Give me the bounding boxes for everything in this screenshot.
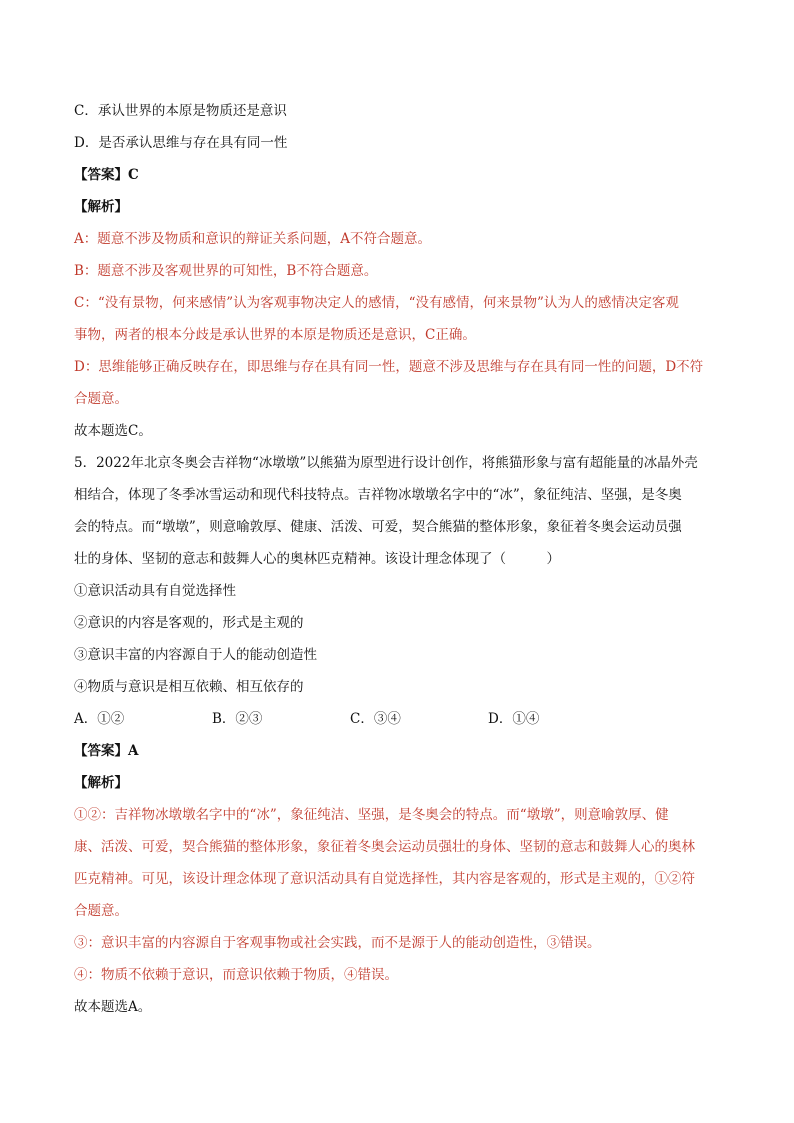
- question-5-stem-line2: 相结合，体现了冬季冰雪运动和现代科技特点。吉祥物冰墩墩名字中的“冰”，象征纯洁、坚强，是冬奥: [74, 487, 682, 503]
- analysis-c-line1: C：“没有景物，何来感情”认为客观事物决定人的感情，“没有感情，何来景物”认为人的感情决定客观: [74, 295, 679, 311]
- analysis-12-line1: ①②：吉祥物冰墩墩名字中的“冰”，象征纯洁、坚强，是冬奥会的特点。而“墩墩”，则意喻敦厚、健: [74, 807, 669, 823]
- option-c: C．③④: [350, 711, 401, 727]
- option-a: A．①②: [74, 711, 125, 727]
- analysis-title: 【解析】: [74, 199, 128, 215]
- analysis-12-line4: 合题意。: [74, 903, 128, 919]
- statement-4: ④物质与意识是相互依赖、相互依存的: [74, 679, 304, 695]
- question-5-stem-line1: 5．2022年北京冬奥会吉祥物“冰墩墩”以熊猫为原型进行设计创作，将熊猫形象与富有超能量的冰晶外壳: [74, 455, 698, 471]
- conclusion: 故本题选C。: [74, 423, 152, 439]
- statement-3: ③意识丰富的内容源自于人的能动创造性: [74, 647, 317, 663]
- document-page: [74, 101, 734, 1017]
- question-5-stem-line4: 壮的身体、坚韧的意志和鼓舞人心的奥林匹克精神。该设计理念体现了（ ）: [74, 551, 560, 567]
- option-d: D．是否承认思维与存在具有同一性: [74, 135, 288, 151]
- analysis-4: ④：物质不依赖于意识，而意识依赖于物质，④错误。: [74, 967, 398, 983]
- analysis-d-line1: D：思维能够正确反映存在，即思维与存在具有同一性，题意不涉及思维与存在具有同一性的问题，D不符: [74, 359, 704, 375]
- statement-2: ②意识的内容是客观的，形式是主观的: [74, 615, 304, 631]
- analysis-a: A：题意不涉及物质和意识的辩证关系问题，A不符合题意。: [74, 231, 431, 247]
- statement-1: ①意识活动具有自觉选择性: [74, 583, 236, 599]
- analysis-12-line3: 匹克精神。可见，该设计理念体现了意识活动具有自觉选择性，其内容是客观的，形式是主观的，①②符: [74, 871, 695, 887]
- option-d: D．①④: [488, 711, 540, 727]
- analysis-d-line2: 合题意。: [74, 391, 128, 407]
- answer-label: 【答案】A: [74, 743, 139, 759]
- conclusion: 故本题选A。: [74, 999, 152, 1015]
- analysis-c-line2: 事物，两者的根本分歧是承认世界的本原是物质还是意识，C正确。: [74, 327, 476, 343]
- analysis-3: ③：意识丰富的内容源自于客观事物或社会实践，而不是源于人的能动创造性，③错误。: [74, 935, 601, 951]
- answer-label: 【答案】C: [74, 167, 139, 183]
- analysis-title: 【解析】: [74, 775, 128, 791]
- option-c: C．承认世界的本原是物质还是意识: [74, 103, 287, 119]
- analysis-12-line2: 康、活泼、可爱，契合熊猫的整体形象，象征着冬奥会运动员强壮的身体、坚韧的意志和鼓舞人心的奥林: [74, 839, 695, 855]
- analysis-b: B：题意不涉及客观世界的可知性，B不符合题意。: [74, 263, 378, 279]
- question-5-stem-line3: 会的特点。而“墩墩”，则意喻敦厚、健康、活泼、可爱，契合熊猫的整体形象，象征着冬奥会运动员强: [74, 519, 682, 535]
- answer-options: [74, 709, 734, 729]
- option-b: B．②③: [212, 711, 263, 727]
